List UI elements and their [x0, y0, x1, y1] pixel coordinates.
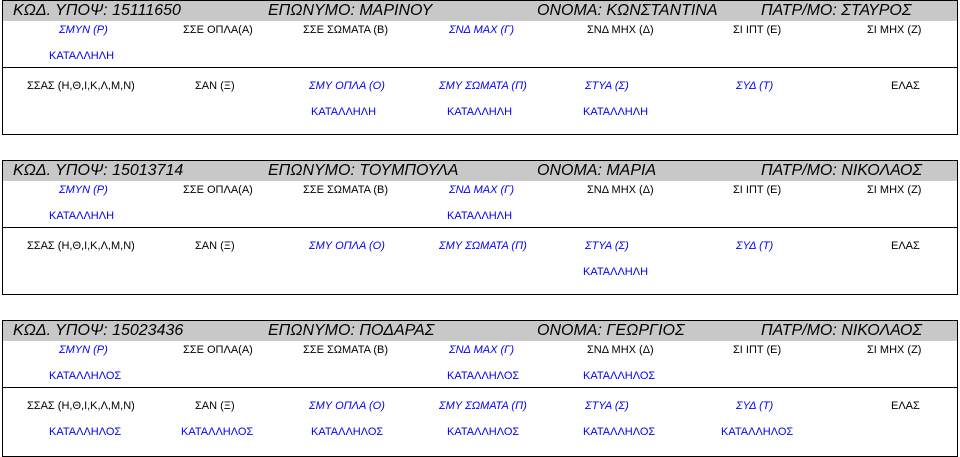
name-label: ΟΝΟΜΑ:: [537, 322, 602, 339]
column-label: ΣΝΔ ΜΗΧ (Δ): [587, 184, 654, 196]
code-value: 15111650: [112, 2, 181, 19]
header-name: [537, 162, 656, 180]
header-code: [13, 2, 181, 20]
surname-label: ΕΠΩΝΥΜΟ:: [268, 2, 355, 19]
row-separator: [3, 67, 957, 68]
father-label: ΠΑΤΡ/ΜΟ:: [761, 162, 837, 179]
column-label: ΣΝΔ ΜΑΧ (Γ): [449, 24, 515, 36]
column-label: ΣΙ ΜΗΧ (Ζ): [867, 24, 922, 36]
evaluation-value: ΚΑΤΑΛΛΗΛΟΣ: [583, 370, 656, 382]
header-surname: [268, 2, 432, 20]
column-label: ΣΜΥ ΣΩΜΑΤΑ (Π): [439, 400, 527, 412]
record-header: [3, 1, 957, 21]
header-surname: [268, 322, 434, 340]
column-label: ΣΣΑΣ (Η,Θ,Ι,Κ,Λ,Μ,Ν): [27, 240, 135, 252]
header-code: [13, 322, 183, 340]
evaluation-value: ΚΑΤΑΛΛΗΛΟΣ: [447, 370, 520, 382]
evaluation-value: ΚΑΤΑΛΛΗΛΟΣ: [583, 426, 656, 438]
evaluation-value: ΚΑΤΑΛΛΗΛΟΣ: [721, 426, 794, 438]
candidate-record: [2, 160, 958, 295]
column-label: ΣΙ ΜΗΧ (Ζ): [867, 344, 922, 356]
column-label: ΣΙ ΙΠΤ (Ε): [733, 184, 782, 196]
evaluation-value: ΚΑΤΑΛΛΗΛΗ: [49, 210, 115, 222]
father-label: ΠΑΤΡ/ΜΟ:: [761, 322, 837, 339]
column-label: ΣΝΔ ΜΗΧ (Δ): [587, 344, 654, 356]
father-value: ΝΙΚΟΛΑΟΣ: [841, 322, 923, 339]
name-value: ΚΩΝΣΤΑΝΤΙΝΑ: [606, 2, 718, 19]
column-label: ΣΥΔ (Τ): [736, 240, 774, 252]
code-label: ΚΩΔ. ΥΠΟΨ:: [13, 2, 108, 19]
record-header: [3, 161, 957, 181]
column-label: ΣΥΔ (Τ): [736, 400, 774, 412]
evaluation-value: ΚΑΤΑΛΛΗΛΗ: [583, 266, 649, 278]
column-label: ΣΣΕ ΣΩΜΑΤΑ (Β): [303, 344, 389, 356]
evaluation-value: ΚΑΤΑΛΛΗΛΟΣ: [311, 426, 384, 438]
column-label: ΣΣΑΣ (Η,Θ,Ι,Κ,Λ,Μ,Ν): [27, 400, 135, 412]
column-label: ΣΜΥ ΟΠΛΑ (Ο): [309, 80, 385, 92]
header-father: [761, 322, 922, 340]
column-label: ΣΣΑΣ (Η,Θ,Ι,Κ,Λ,Μ,Ν): [27, 80, 135, 92]
column-label: ΣΑΝ (Ξ): [195, 240, 235, 252]
column-label: ΕΛΑΣ: [891, 400, 920, 412]
surname-value: ΠΟΔΑΡΑΣ: [359, 322, 435, 339]
evaluation-value: ΚΑΤΑΛΛΗΛΟΣ: [181, 426, 254, 438]
column-label: ΣΥΔ (Τ): [736, 80, 774, 92]
evaluation-value: ΚΑΤΑΛΛΗΛΟΣ: [49, 370, 122, 382]
column-label: ΣΜΥΝ (Ρ): [59, 24, 108, 36]
column-label: ΣΑΝ (Ξ): [195, 80, 235, 92]
father-value: ΝΙΚΟΛΑΟΣ: [841, 162, 923, 179]
column-label: ΕΛΑΣ: [891, 240, 920, 252]
header-name: [537, 322, 685, 340]
name-label: ΟΝΟΜΑ:: [537, 162, 602, 179]
column-label: ΣΤΥΑ (Σ): [585, 80, 629, 92]
father-value: ΣΤΑΥΡΟΣ: [841, 2, 912, 19]
header-surname: [268, 162, 458, 180]
father-label: ΠΑΤΡ/ΜΟ:: [761, 2, 837, 19]
surname-label: ΕΠΩΝΥΜΟ:: [268, 162, 355, 179]
column-label: ΣΜΥ ΟΠΛΑ (Ο): [309, 400, 385, 412]
surname-value: ΤΟΥΜΠΟΥΛΑ: [359, 162, 459, 179]
evaluation-value: ΚΑΤΑΛΛΗΛΟΣ: [49, 426, 122, 438]
column-label: ΣΜΥ ΣΩΜΑΤΑ (Π): [439, 80, 527, 92]
column-label: ΣΜΥΝ (Ρ): [59, 344, 108, 356]
column-label: ΣΜΥΝ (Ρ): [59, 184, 108, 196]
surname-value: ΜΑΡΙΝΟΥ: [359, 2, 433, 19]
name-value: ΓΕΩΡΓΙΟΣ: [606, 322, 685, 339]
column-label: ΣΑΝ (Ξ): [195, 400, 235, 412]
evaluation-value: ΚΑΤΑΛΛΗΛΗ: [583, 106, 649, 118]
column-label: ΣΣΕ ΣΩΜΑΤΑ (Β): [303, 24, 389, 36]
header-name: [537, 2, 718, 20]
column-label: ΣΣΕ ΟΠΛΑ(Α): [183, 344, 253, 356]
column-label: ΣΙ ΜΗΧ (Ζ): [867, 184, 922, 196]
row-separator: [3, 387, 957, 388]
code-value: 15023436: [112, 322, 184, 339]
name-value: ΜΑΡΙΑ: [606, 162, 657, 179]
column-label: ΕΛΑΣ: [891, 80, 920, 92]
column-label: ΣΜΥ ΟΠΛΑ (Ο): [309, 240, 385, 252]
column-label: ΣΤΥΑ (Σ): [585, 400, 629, 412]
evaluation-value: ΚΑΤΑΛΛΗΛΗ: [311, 106, 377, 118]
column-label: ΣΝΔ ΜΑΧ (Γ): [449, 344, 515, 356]
column-label: ΣΙ ΙΠΤ (Ε): [733, 344, 782, 356]
candidate-record: [2, 0, 958, 135]
code-label: ΚΩΔ. ΥΠΟΨ:: [13, 162, 108, 179]
code-value: 15013714: [112, 162, 184, 179]
evaluation-value: ΚΑΤΑΛΛΗΛΗ: [49, 50, 115, 62]
column-label: ΣΝΔ ΜΗΧ (Δ): [587, 24, 654, 36]
column-label: ΣΣΕ ΟΠΛΑ(Α): [183, 24, 253, 36]
evaluation-value: ΚΑΤΑΛΛΗΛΗ: [447, 210, 513, 222]
column-label: ΣΝΔ ΜΑΧ (Γ): [449, 184, 515, 196]
column-label: ΣΣΕ ΟΠΛΑ(Α): [183, 184, 253, 196]
header-father: [761, 2, 911, 20]
header-father: [761, 162, 922, 180]
column-label: ΣΜΥ ΣΩΜΑΤΑ (Π): [439, 240, 527, 252]
evaluation-value: ΚΑΤΑΛΛΗΛΟΣ: [447, 426, 520, 438]
record-header: [3, 321, 957, 341]
column-label: ΣΣΕ ΣΩΜΑΤΑ (Β): [303, 184, 389, 196]
code-label: ΚΩΔ. ΥΠΟΨ:: [13, 322, 108, 339]
column-label: ΣΤΥΑ (Σ): [585, 240, 629, 252]
row-separator: [3, 227, 957, 228]
column-label: ΣΙ ΙΠΤ (Ε): [733, 24, 782, 36]
candidate-record: [2, 320, 958, 457]
header-code: [13, 162, 183, 180]
name-label: ΟΝΟΜΑ:: [537, 2, 602, 19]
evaluation-value: ΚΑΤΑΛΛΗΛΗ: [447, 106, 513, 118]
surname-label: ΕΠΩΝΥΜΟ:: [268, 322, 355, 339]
